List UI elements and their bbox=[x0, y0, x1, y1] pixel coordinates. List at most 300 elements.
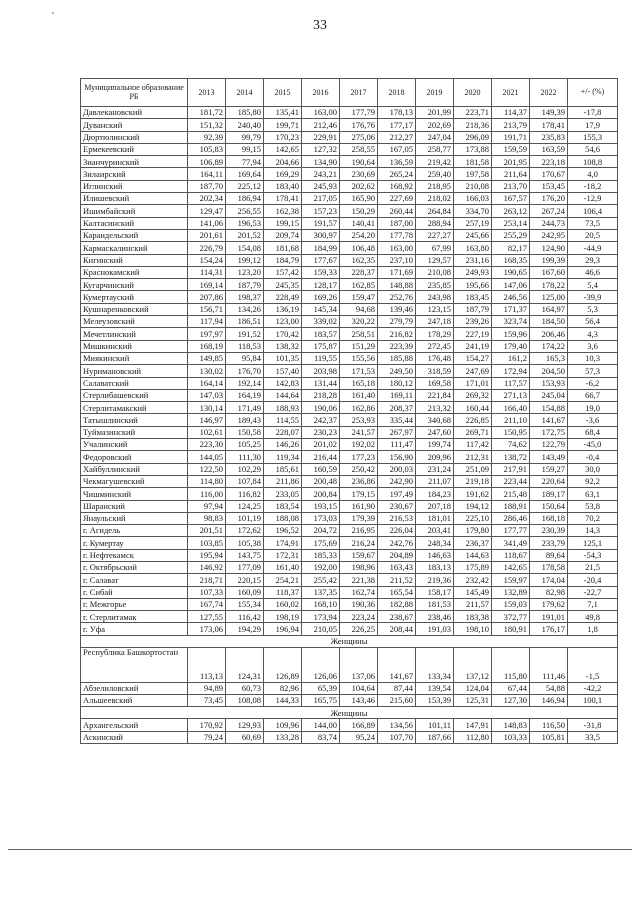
municipality-name: Кугарчинский bbox=[81, 279, 188, 291]
year-value: 164,14 bbox=[188, 377, 226, 389]
year-value: 94,68 bbox=[340, 303, 378, 315]
year-value: 236,37 bbox=[454, 537, 492, 549]
year-value: 146,92 bbox=[188, 561, 226, 573]
year-value: 178,13 bbox=[378, 107, 416, 119]
year-value: 124,25 bbox=[226, 500, 264, 512]
year-value: 54,88 bbox=[530, 682, 568, 694]
year-value: 188,08 bbox=[264, 512, 302, 524]
table-row bbox=[81, 266, 618, 278]
year-value: 174,04 bbox=[530, 574, 568, 586]
year-value: 126,89 bbox=[264, 647, 302, 682]
municipality-name: Зилаирский bbox=[81, 168, 188, 180]
year-value: 187,66 bbox=[416, 731, 454, 743]
year-value: 179,62 bbox=[530, 598, 568, 610]
change-percent: 1,8 bbox=[568, 623, 618, 635]
year-value: 216,82 bbox=[378, 328, 416, 340]
year-value: 197,49 bbox=[378, 488, 416, 500]
year-value: 173,94 bbox=[302, 611, 340, 623]
year-value: 203,98 bbox=[302, 365, 340, 377]
header-year: 2022 bbox=[530, 79, 568, 107]
year-value: 144,64 bbox=[264, 389, 302, 401]
year-value: 126,06 bbox=[302, 647, 340, 682]
year-value: 219,42 bbox=[416, 156, 454, 168]
year-value: 226,04 bbox=[378, 525, 416, 537]
year-value: 147,06 bbox=[492, 279, 530, 291]
table-row bbox=[81, 279, 618, 291]
year-value: 200,84 bbox=[302, 488, 340, 500]
year-value: 187,79 bbox=[226, 279, 264, 291]
year-value: 208,44 bbox=[378, 623, 416, 635]
year-value: 223,71 bbox=[454, 107, 492, 119]
year-value: 158,17 bbox=[416, 586, 454, 598]
year-value: 216,24 bbox=[340, 537, 378, 549]
year-value: 190,06 bbox=[302, 402, 340, 414]
year-value: 161,2 bbox=[492, 352, 530, 364]
year-value: 114,31 bbox=[188, 266, 226, 278]
year-value: 194,29 bbox=[226, 623, 264, 635]
table-row bbox=[81, 719, 618, 731]
change-percent: 73,5 bbox=[568, 217, 618, 229]
year-value: 181,01 bbox=[416, 512, 454, 524]
year-value: 223,24 bbox=[340, 611, 378, 623]
year-value: 192,14 bbox=[226, 377, 264, 389]
year-value: 137,35 bbox=[302, 586, 340, 598]
table-row bbox=[81, 586, 618, 598]
year-value: 187,00 bbox=[378, 217, 416, 229]
year-value: 190,65 bbox=[492, 266, 530, 278]
year-value: 249,50 bbox=[378, 365, 416, 377]
year-value: 334,70 bbox=[454, 205, 492, 217]
table-row bbox=[81, 500, 618, 512]
year-value: 242,37 bbox=[302, 414, 340, 426]
year-value: 107,70 bbox=[378, 731, 416, 743]
year-value: 170,23 bbox=[264, 131, 302, 143]
year-value: 247,69 bbox=[454, 365, 492, 377]
change-percent: -42,2 bbox=[568, 682, 618, 694]
year-value: 245,35 bbox=[264, 279, 302, 291]
table-row bbox=[81, 119, 618, 131]
year-value: 323,74 bbox=[492, 316, 530, 328]
year-value: 263,12 bbox=[492, 205, 530, 217]
year-value: 116,42 bbox=[226, 611, 264, 623]
year-value: 105,38 bbox=[226, 537, 264, 549]
municipality-name: г. Межгорье bbox=[81, 598, 188, 610]
year-value: 252,76 bbox=[378, 291, 416, 303]
year-value: 200,03 bbox=[378, 463, 416, 475]
year-value: 320,22 bbox=[340, 316, 378, 328]
change-percent: 29,3 bbox=[568, 254, 618, 266]
year-value: 225,12 bbox=[226, 180, 264, 192]
year-value: 253,93 bbox=[340, 414, 378, 426]
year-value: 124,90 bbox=[530, 242, 568, 254]
year-value: 228,37 bbox=[340, 266, 378, 278]
year-value: 209,74 bbox=[264, 229, 302, 241]
year-value: 172,62 bbox=[226, 525, 264, 537]
table-row bbox=[81, 242, 618, 254]
table-row bbox=[81, 695, 618, 707]
year-value: 118,53 bbox=[226, 340, 264, 352]
year-value: 169,26 bbox=[302, 291, 340, 303]
year-value: 154,08 bbox=[226, 242, 264, 254]
year-value: 123,20 bbox=[226, 266, 264, 278]
year-value: 221,38 bbox=[340, 574, 378, 586]
year-value: 143,46 bbox=[340, 695, 378, 707]
change-percent: -31,8 bbox=[568, 719, 618, 731]
year-value: 159,97 bbox=[492, 574, 530, 586]
year-value: 87,44 bbox=[378, 682, 416, 694]
year-value: 157,23 bbox=[302, 205, 340, 217]
year-value: 201,02 bbox=[302, 439, 340, 451]
scan-dot bbox=[52, 12, 54, 14]
change-percent: 68,4 bbox=[568, 426, 618, 438]
year-value: 157,42 bbox=[264, 266, 302, 278]
year-value: 210,08 bbox=[416, 266, 454, 278]
year-value: 102,61 bbox=[188, 426, 226, 438]
year-value: 168,19 bbox=[188, 340, 226, 352]
page-bottom-rule bbox=[8, 849, 632, 850]
year-value: 219,36 bbox=[416, 574, 454, 586]
year-value: 204,50 bbox=[530, 365, 568, 377]
municipality-name: Янаульский bbox=[81, 512, 188, 524]
header-year: 2014 bbox=[226, 79, 264, 107]
table-header-row bbox=[81, 79, 618, 107]
table-row bbox=[81, 180, 618, 192]
year-value: 202,34 bbox=[188, 193, 226, 205]
change-percent: 92,2 bbox=[568, 475, 618, 487]
municipality-name: Учалинский bbox=[81, 439, 188, 451]
year-value: 201,95 bbox=[492, 156, 530, 168]
year-value: 227,19 bbox=[454, 328, 492, 340]
year-value: 165,75 bbox=[302, 695, 340, 707]
change-percent: -39,9 bbox=[568, 291, 618, 303]
year-value: 199,71 bbox=[264, 119, 302, 131]
year-value: 232,42 bbox=[454, 574, 492, 586]
year-value: 159,67 bbox=[340, 549, 378, 561]
year-value: 230,69 bbox=[340, 168, 378, 180]
year-value: 161,40 bbox=[340, 389, 378, 401]
year-value: 185,33 bbox=[302, 549, 340, 561]
table-row bbox=[81, 682, 618, 694]
year-value: 161,40 bbox=[264, 561, 302, 573]
change-percent: 4,3 bbox=[568, 328, 618, 340]
year-value: 174,22 bbox=[530, 340, 568, 352]
municipality-name: Иглинский bbox=[81, 180, 188, 192]
year-value: 136,59 bbox=[378, 156, 416, 168]
municipality-name: Аскинский bbox=[81, 731, 188, 743]
municipality-name: г. Октябрьский bbox=[81, 561, 188, 573]
year-value: 137,12 bbox=[454, 647, 492, 682]
municipality-name: Татышлинский bbox=[81, 414, 188, 426]
municipality-name: Альшеевский bbox=[81, 695, 188, 707]
year-value: 168,92 bbox=[378, 180, 416, 192]
year-value: 258,51 bbox=[340, 328, 378, 340]
year-value: 159,33 bbox=[302, 266, 340, 278]
year-value: 129,57 bbox=[416, 254, 454, 266]
year-value: 111,47 bbox=[378, 439, 416, 451]
year-value: 341,49 bbox=[492, 537, 530, 549]
year-value: 178,58 bbox=[530, 561, 568, 573]
year-value: 116,50 bbox=[530, 719, 568, 731]
year-value: 161,90 bbox=[340, 500, 378, 512]
year-value: 218,36 bbox=[454, 119, 492, 131]
section-header-row bbox=[81, 707, 618, 719]
year-value: 95,24 bbox=[340, 731, 378, 743]
year-value: 177,79 bbox=[340, 107, 378, 119]
year-value: 163,43 bbox=[378, 561, 416, 573]
municipality-name: Абзелиловский bbox=[81, 682, 188, 694]
table-row bbox=[81, 229, 618, 241]
table-row bbox=[81, 647, 618, 682]
year-value: 168,35 bbox=[492, 254, 530, 266]
change-percent: -45,0 bbox=[568, 439, 618, 451]
year-value: 111,30 bbox=[226, 451, 264, 463]
year-value: 167,74 bbox=[188, 598, 226, 610]
year-value: 139,46 bbox=[378, 303, 416, 315]
municipality-name: Чекмагушевский bbox=[81, 475, 188, 487]
year-value: 141,06 bbox=[188, 217, 226, 229]
municipality-name: Стерлибашевский bbox=[81, 389, 188, 401]
year-value: 196,94 bbox=[264, 623, 302, 635]
year-value: 83,74 bbox=[302, 731, 340, 743]
year-value: 166,40 bbox=[492, 402, 530, 414]
year-value: 177,67 bbox=[302, 254, 340, 266]
year-value: 191,62 bbox=[454, 488, 492, 500]
year-value: 218,95 bbox=[416, 180, 454, 192]
change-percent: 14,3 bbox=[568, 525, 618, 537]
year-value: 172,75 bbox=[530, 426, 568, 438]
year-value: 144,00 bbox=[302, 719, 340, 731]
year-value: 129,93 bbox=[226, 719, 264, 731]
year-value: 207,18 bbox=[416, 500, 454, 512]
year-value: 199,12 bbox=[226, 254, 264, 266]
year-value: 245,66 bbox=[454, 229, 492, 241]
year-value: 114,80 bbox=[188, 475, 226, 487]
year-value: 188,91 bbox=[492, 500, 530, 512]
year-value: 159,03 bbox=[492, 598, 530, 610]
year-value: 177,78 bbox=[378, 229, 416, 241]
year-value: 210,08 bbox=[454, 180, 492, 192]
municipality-name: Хайбуллинский bbox=[81, 463, 188, 475]
year-value: 225,10 bbox=[454, 512, 492, 524]
year-value: 165,18 bbox=[340, 377, 378, 389]
year-value: 156,71 bbox=[188, 303, 226, 315]
year-value: 167,60 bbox=[530, 266, 568, 278]
year-value: 178,41 bbox=[530, 119, 568, 131]
change-percent: 155,3 bbox=[568, 131, 618, 143]
year-value: 109,96 bbox=[264, 719, 302, 731]
year-value: 189,17 bbox=[530, 488, 568, 500]
year-value: 258,77 bbox=[416, 143, 454, 155]
year-value: 201,61 bbox=[188, 229, 226, 241]
year-value: 150,29 bbox=[340, 205, 378, 217]
year-value: 112,80 bbox=[454, 731, 492, 743]
year-value: 123,00 bbox=[264, 316, 302, 328]
change-percent: 46,6 bbox=[568, 266, 618, 278]
year-value: 169,64 bbox=[226, 168, 264, 180]
year-value: 74,62 bbox=[492, 439, 530, 451]
year-value: 173,06 bbox=[188, 623, 226, 635]
year-value: 207,86 bbox=[188, 291, 226, 303]
municipality-name: Давлекановский bbox=[81, 107, 188, 119]
year-value: 101,19 bbox=[226, 512, 264, 524]
table-row bbox=[81, 168, 618, 180]
year-value: 159,47 bbox=[340, 291, 378, 303]
year-value: 136,19 bbox=[264, 303, 302, 315]
year-value: 124,31 bbox=[226, 647, 264, 682]
year-value: 142,83 bbox=[264, 377, 302, 389]
year-value: 142,65 bbox=[264, 143, 302, 155]
change-percent: 10,3 bbox=[568, 352, 618, 364]
change-percent: 100,1 bbox=[568, 695, 618, 707]
table-row bbox=[81, 537, 618, 549]
year-value: 124,04 bbox=[454, 682, 492, 694]
year-value: 260,44 bbox=[378, 205, 416, 217]
year-value: 162,35 bbox=[340, 254, 378, 266]
year-value: 340,68 bbox=[416, 414, 454, 426]
year-value: 170,92 bbox=[188, 719, 226, 731]
year-value: 122,79 bbox=[530, 439, 568, 451]
year-value: 132,89 bbox=[492, 586, 530, 598]
table-row bbox=[81, 731, 618, 743]
header-year: 2021 bbox=[492, 79, 530, 107]
change-percent: 106,4 bbox=[568, 205, 618, 217]
year-value: 145,49 bbox=[454, 586, 492, 598]
year-value: 157,40 bbox=[264, 365, 302, 377]
year-value: 165,54 bbox=[378, 586, 416, 598]
change-percent: 3,6 bbox=[568, 340, 618, 352]
year-value: 209,96 bbox=[416, 451, 454, 463]
year-value: 114,37 bbox=[492, 107, 530, 119]
year-value: 162,74 bbox=[340, 586, 378, 598]
year-value: 183,57 bbox=[302, 328, 340, 340]
year-value: 199,74 bbox=[416, 439, 454, 451]
table-row bbox=[81, 463, 618, 475]
year-value: 133,28 bbox=[264, 731, 302, 743]
change-percent: 5,4 bbox=[568, 279, 618, 291]
year-value: 211,52 bbox=[378, 574, 416, 586]
header-year: 2020 bbox=[454, 79, 492, 107]
year-value: 107,84 bbox=[226, 475, 264, 487]
year-value: 127,32 bbox=[302, 143, 340, 155]
change-percent: -44,9 bbox=[568, 242, 618, 254]
year-value: 183,38 bbox=[454, 611, 492, 623]
year-value: 201,51 bbox=[188, 525, 226, 537]
year-value: 150,95 bbox=[492, 426, 530, 438]
year-value: 199,39 bbox=[530, 254, 568, 266]
statistics-table bbox=[80, 78, 618, 744]
year-value: 103,85 bbox=[188, 537, 226, 549]
year-value: 265,24 bbox=[378, 168, 416, 180]
year-value: 196,53 bbox=[226, 217, 264, 229]
year-value: 197,58 bbox=[454, 168, 492, 180]
table-row bbox=[81, 414, 618, 426]
year-value: 204,72 bbox=[302, 525, 340, 537]
table-row bbox=[81, 389, 618, 401]
change-percent: -3,6 bbox=[568, 414, 618, 426]
year-value: 146,97 bbox=[188, 414, 226, 426]
year-value: 213,32 bbox=[416, 402, 454, 414]
year-value: 216,44 bbox=[302, 451, 340, 463]
year-value: 191,57 bbox=[302, 217, 340, 229]
year-value: 251,09 bbox=[454, 463, 492, 475]
year-value: 60,69 bbox=[226, 731, 264, 743]
year-value: 173,88 bbox=[454, 143, 492, 155]
year-value: 167,57 bbox=[492, 193, 530, 205]
year-value: 255,42 bbox=[302, 574, 340, 586]
year-value: 227,69 bbox=[378, 193, 416, 205]
year-value: 184,99 bbox=[302, 242, 340, 254]
municipality-name: Салаватский bbox=[81, 377, 188, 389]
year-value: 235,83 bbox=[530, 131, 568, 143]
year-value: 164,19 bbox=[226, 389, 264, 401]
table-row bbox=[81, 254, 618, 266]
change-percent: 49,8 bbox=[568, 611, 618, 623]
year-value: 168,18 bbox=[530, 512, 568, 524]
year-value: 215,60 bbox=[378, 695, 416, 707]
year-value: 147,91 bbox=[454, 719, 492, 731]
table-row bbox=[81, 156, 618, 168]
table-row bbox=[81, 598, 618, 610]
municipality-name: Ишимбайский bbox=[81, 205, 188, 217]
year-value: 149,85 bbox=[188, 352, 226, 364]
municipality-name: Стерлитамакский bbox=[81, 402, 188, 414]
year-value: 177,09 bbox=[226, 561, 264, 573]
year-value: 228,07 bbox=[264, 426, 302, 438]
year-value: 372,77 bbox=[492, 611, 530, 623]
year-value: 150,64 bbox=[530, 500, 568, 512]
year-value: 163,00 bbox=[302, 107, 340, 119]
year-value: 181,72 bbox=[188, 107, 226, 119]
year-value: 181,68 bbox=[264, 242, 302, 254]
year-value: 165,3 bbox=[530, 352, 568, 364]
year-value: 160,59 bbox=[302, 463, 340, 475]
header-year: 2015 bbox=[264, 79, 302, 107]
year-value: 127,55 bbox=[188, 611, 226, 623]
table-row bbox=[81, 525, 618, 537]
year-value: 233,05 bbox=[264, 488, 302, 500]
year-value: 97,94 bbox=[188, 500, 226, 512]
year-value: 227,27 bbox=[416, 229, 454, 241]
municipality-name: Нуримановский bbox=[81, 365, 188, 377]
year-value: 151,29 bbox=[340, 340, 378, 352]
year-value: 204,89 bbox=[378, 549, 416, 561]
year-value: 198,19 bbox=[264, 611, 302, 623]
year-value: 117,57 bbox=[492, 377, 530, 389]
table-row bbox=[81, 107, 618, 119]
year-value: 125,00 bbox=[530, 291, 568, 303]
year-value: 288,94 bbox=[416, 217, 454, 229]
year-value: 200,48 bbox=[302, 475, 340, 487]
year-value: 230,39 bbox=[530, 525, 568, 537]
table-row bbox=[81, 193, 618, 205]
year-value: 145,34 bbox=[302, 303, 340, 315]
change-percent: 63,1 bbox=[568, 488, 618, 500]
year-value: 101,11 bbox=[416, 719, 454, 731]
year-value: 179,80 bbox=[454, 525, 492, 537]
year-value: 193,15 bbox=[302, 500, 340, 512]
year-value: 160,44 bbox=[454, 402, 492, 414]
section-title: Женщины bbox=[81, 635, 618, 647]
municipality-name: Дуванский bbox=[81, 119, 188, 131]
year-value: 226,25 bbox=[340, 623, 378, 635]
year-value: 241,57 bbox=[340, 426, 378, 438]
year-value: 245,04 bbox=[530, 389, 568, 401]
change-percent: 108,8 bbox=[568, 156, 618, 168]
municipality-name: г. Стерлитамак bbox=[81, 611, 188, 623]
year-value: 267,97 bbox=[378, 426, 416, 438]
table-row bbox=[81, 377, 618, 389]
year-value: 213,79 bbox=[492, 119, 530, 131]
